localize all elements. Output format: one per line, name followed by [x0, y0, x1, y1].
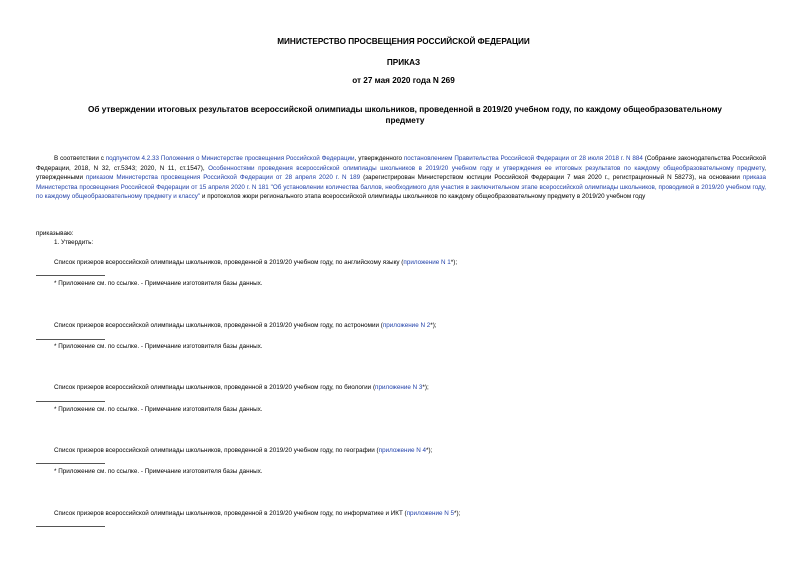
list-item-tail: *);: [430, 322, 437, 329]
preamble-text-4: , утвержденными: [36, 164, 766, 181]
link-regulation-ministry[interactable]: подпунктом 4.2.33 Положения о Министерстве просвещения Российской Федерации: [105, 155, 355, 162]
footnote-divider: [36, 339, 105, 340]
order-subject: Об утверждении итоговых результатов всероссийской олимпиады школьников, проведенной в 2019/20 учебном году, по каждому общеобразовательному предмету: [88, 105, 722, 125]
footnote-divider: [36, 463, 105, 464]
list-item-tail: *);: [454, 510, 461, 517]
link-order-181[interactable]: приказа Министерства просвещения Российской Федерации от 15 апреля 2020 г. N 181 "Об установлении количества баллов, необходимого для участия в заключительном этапе всероссийской олимпиады школьников, проводимой в 2019/20 учебном году, по каждому общеобразовательному предмету и классу": [36, 174, 766, 200]
link-appendix-5[interactable]: приложение N 5: [406, 510, 455, 517]
preamble-text-3: (Собрание законодательства Российской Федерации, 2018, N 32, ст.5343; 2020, N 11, ст.1547),: [36, 155, 766, 172]
list-item-text: Список призеров всероссийской олимпиады школьников, проведенной в 2019/20 учебном году, по информатике и ИКТ (: [54, 510, 407, 517]
item-1: 1. Утвердить:: [54, 239, 94, 246]
list-item-text: Список призеров всероссийской олимпиады школьников, проведенной в 2019/20 учебном году, по биологии (: [54, 384, 376, 391]
footnote: * Приложение см. по ссылке. - Примечание изготовителя базы данных.: [54, 406, 263, 413]
footnote: * Приложение см. по ссылке. - Примечание изготовителя базы данных.: [54, 280, 263, 287]
footnote: * Приложение см. по ссылке. - Примечание изготовителя базы данных.: [54, 343, 263, 350]
footnote-divider: [36, 401, 105, 402]
list-item-english: [54, 258, 457, 268]
preamble-text-6: и протоколов жюри регионального этапа всероссийской олимпиады школьников по каждому общеобразовательному предмету в 2019/20 учебном году: [200, 193, 646, 200]
date-number: от 27 мая 2020 года N 269: [352, 76, 455, 85]
list-item-biology: [54, 383, 429, 393]
list-item-tail: *);: [422, 384, 429, 391]
link-olympiad-features[interactable]: Особенностями проведения всероссийской олимпиады школьников в 2019/20 учебном году и утверждения ее итоговых результатов по каждому общеобразовательному предмету: [208, 164, 765, 172]
list-item-informatics: [54, 509, 460, 519]
link-order-189[interactable]: приказом Министерства просвещения Российской Федерации от 28 апреля 2020 г. N 189: [86, 174, 361, 181]
link-appendix-1[interactable]: приложение N 1: [403, 259, 451, 266]
link-government-decree[interactable]: постановлением Правительства Российской Федерации от 28 июля 2018 г. N 884: [403, 155, 643, 162]
list-item-text: Список призеров всероссийской олимпиады школьников, проведенной в 2019/20 учебном году, по географии (: [54, 447, 379, 454]
footnote-divider: [36, 526, 105, 527]
list-item-text: Список призеров всероссийской олимпиады школьников, проведенной в 2019/20 учебном году, по астрономии (: [54, 322, 383, 329]
preamble-text-5: (зарегистрирован Министерством юстиции Российской Федерации 7 мая 2020 г., регистрационный N 58273), на основании: [360, 174, 743, 181]
preamble-paragraph: [36, 154, 766, 202]
preamble-text-1: В соответствии с: [54, 155, 106, 162]
order-word: приказываю:: [36, 230, 74, 237]
list-item-text: Список призеров всероссийской олимпиады школьников, проведенной в 2019/20 учебном году, по английскому языку (: [54, 259, 404, 266]
ministry-heading: МИНИСТЕРСТВО ПРОСВЕЩЕНИЯ РОССИЙСКОЙ ФЕДЕРАЦИИ: [277, 37, 530, 46]
preamble-text-2: , утвержденного: [354, 155, 404, 162]
doc-type-heading: ПРИКАЗ: [386, 58, 421, 67]
link-appendix-3[interactable]: приложение N 3: [375, 384, 423, 391]
list-item-geography: [54, 446, 432, 456]
list-item-astronomy: [54, 321, 437, 331]
link-appendix-2[interactable]: приложение N 2: [382, 322, 431, 329]
footnote-divider: [36, 275, 105, 276]
footnote: * Приложение см. по ссылке. - Примечание изготовителя базы данных.: [54, 468, 263, 475]
link-appendix-4[interactable]: приложение N 4: [378, 447, 427, 454]
list-item-tail: *);: [450, 259, 458, 266]
list-item-tail: *);: [426, 447, 433, 454]
